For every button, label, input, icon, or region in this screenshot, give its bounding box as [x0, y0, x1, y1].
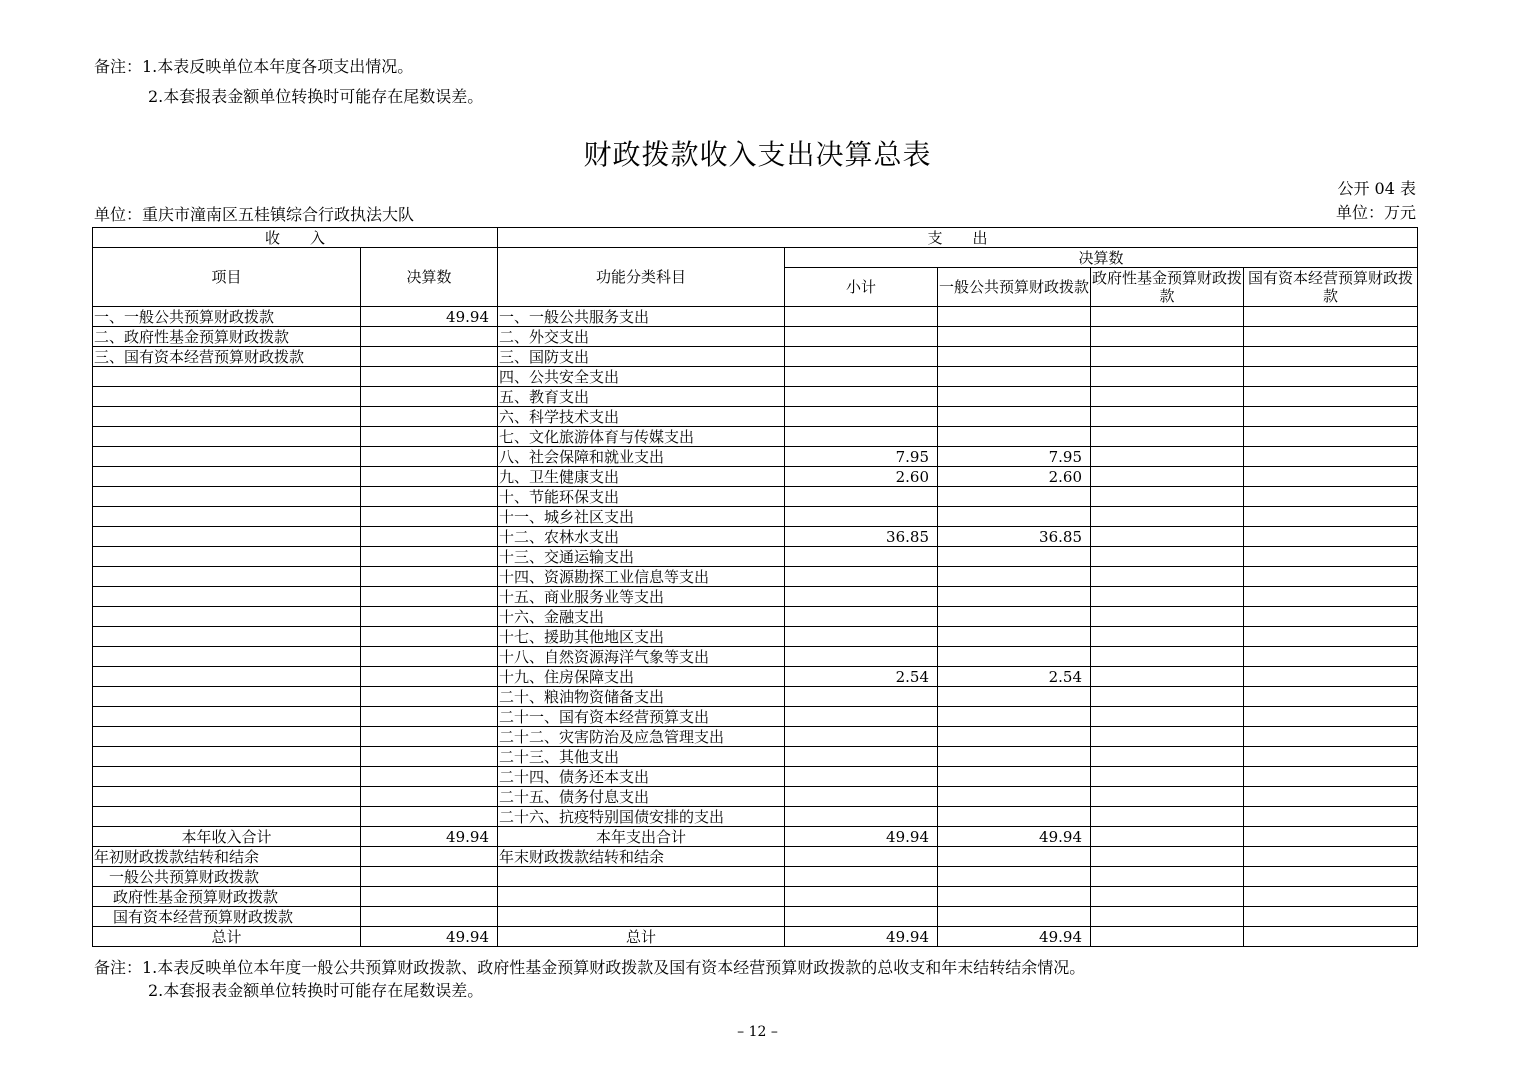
exp-capital	[1244, 307, 1418, 327]
table-row	[93, 527, 1418, 547]
income-amount	[361, 687, 498, 707]
exp-capital	[1244, 347, 1418, 367]
income-amount	[361, 487, 498, 507]
table-row	[93, 427, 1418, 447]
exp-general	[938, 507, 1091, 527]
exp-general	[938, 307, 1091, 327]
income-amount	[361, 607, 498, 627]
exp-capital	[1244, 367, 1418, 387]
exp-fund	[1091, 487, 1244, 507]
table-code: 公开 04 表	[1337, 179, 1416, 198]
year-exp-total-general: 49.94	[938, 827, 1091, 847]
exp-capital	[1244, 687, 1418, 707]
exp-fund	[1091, 787, 1244, 807]
grand-total-exp-general: 49.94	[938, 927, 1091, 947]
sub-general-c7	[1244, 867, 1418, 887]
exp-capital	[1244, 427, 1418, 447]
table-row	[93, 707, 1418, 727]
income-item	[93, 807, 361, 827]
page-title: 财政拨款收入支出决算总表	[583, 138, 932, 171]
income-amount	[361, 727, 498, 747]
exp-subtotal	[785, 547, 938, 567]
table-row	[93, 447, 1418, 467]
income-item: 三、国有资本经营预算财政拨款	[93, 347, 361, 367]
sub-fund-c4	[785, 887, 938, 907]
income-amount	[361, 667, 498, 687]
exp-fund	[1091, 807, 1244, 827]
exp-general: 36.85	[938, 527, 1091, 547]
income-item	[93, 747, 361, 767]
exp-capital	[1244, 587, 1418, 607]
income-amount	[361, 787, 498, 807]
exp-subtotal	[785, 307, 938, 327]
exp-fund	[1091, 727, 1244, 747]
exp-subtotal	[785, 787, 938, 807]
year-exp-total-capital	[1244, 827, 1418, 847]
income-item	[93, 787, 361, 807]
table-row	[93, 687, 1418, 707]
exp-fund	[1091, 607, 1244, 627]
exp-item: 二十六、抗疫特别国债安排的支出	[498, 807, 785, 827]
exp-general: 2.54	[938, 667, 1091, 687]
exp-general	[938, 747, 1091, 767]
income-amount	[361, 367, 498, 387]
income-item	[93, 607, 361, 627]
exp-subtotal	[785, 707, 938, 727]
exp-capital	[1244, 407, 1418, 427]
income-amount	[361, 447, 498, 467]
exp-general: 2.60	[938, 467, 1091, 487]
exp-capital	[1244, 787, 1418, 807]
sub-capital-c7	[1244, 907, 1418, 927]
exp-subtotal	[785, 767, 938, 787]
exp-subtotal	[785, 327, 938, 347]
income-item: 二、政府性基金预算财政拨款	[93, 327, 361, 347]
sub-fund-label: 政府性基金预算财政拨款	[93, 887, 361, 907]
exp-item: 十四、资源勘探工业信息等支出	[498, 567, 785, 587]
exp-general	[938, 687, 1091, 707]
sub-capital-c4	[785, 907, 938, 927]
year-exp-total-subtotal: 49.94	[785, 827, 938, 847]
sub-general-c6	[1091, 867, 1244, 887]
income-item	[93, 627, 361, 647]
table-row	[93, 347, 1418, 367]
grand-total-label-right: 总计	[498, 927, 785, 947]
income-amount	[361, 647, 498, 667]
top-note-line-1: 备注：1.本表反映单位本年度各项支出情况。	[94, 57, 414, 76]
income-amount	[361, 767, 498, 787]
table-row	[93, 787, 1418, 807]
exp-subtotal	[785, 407, 938, 427]
final-amount-header: 决算数	[785, 248, 1418, 268]
exp-capital	[1244, 467, 1418, 487]
sub-capital-c6	[1091, 907, 1244, 927]
table-row	[93, 367, 1418, 387]
income-item	[93, 687, 361, 707]
table-row	[93, 307, 1418, 327]
income-amount: 49.94	[361, 307, 498, 327]
item-header: 项目	[93, 248, 361, 307]
table-row	[93, 667, 1418, 687]
exp-general	[938, 767, 1091, 787]
exp-capital	[1244, 747, 1418, 767]
income-item	[93, 727, 361, 747]
state-capital-header: 国有资本经营预算财政拨款	[1244, 268, 1418, 307]
income-amount	[361, 547, 498, 567]
grand-total-exp-fund	[1091, 927, 1244, 947]
exp-item: 十二、农林水支出	[498, 527, 785, 547]
exp-subtotal	[785, 507, 938, 527]
table-row	[93, 767, 1418, 787]
expenditure-header: 支 出	[498, 228, 1418, 248]
exp-capital	[1244, 707, 1418, 727]
exp-subtotal	[785, 747, 938, 767]
income-amount	[361, 507, 498, 527]
end-balance-label: 年末财政拨款结转和结余	[498, 847, 785, 867]
exp-general	[938, 327, 1091, 347]
unit-name: 单位：重庆市潼南区五桂镇综合行政执法大队	[94, 205, 415, 224]
exp-subtotal	[785, 367, 938, 387]
exp-general	[938, 407, 1091, 427]
table-row	[93, 387, 1418, 407]
sub-general-blank	[498, 867, 785, 887]
exp-subtotal: 36.85	[785, 527, 938, 547]
income-amount	[361, 527, 498, 547]
exp-item: 二、外交支出	[498, 327, 785, 347]
income-item	[93, 527, 361, 547]
income-item	[93, 547, 361, 567]
exp-general	[938, 547, 1091, 567]
sub-general-c5	[938, 867, 1091, 887]
exp-item: 十三、交通运输支出	[498, 547, 785, 567]
bottom-note-line-1: 备注：1.本表反映单位本年度一般公共预算财政拨款、政府性基金预算财政拨款及国有资本经营预算财政拨款的总收支和年末结转结余情况。	[94, 958, 1086, 977]
exp-subtotal	[785, 427, 938, 447]
exp-general	[938, 647, 1091, 667]
exp-general	[938, 587, 1091, 607]
year-exp-total-label: 本年支出合计	[498, 827, 785, 847]
exp-item: 十六、金融支出	[498, 607, 785, 627]
sub-fund-amount	[361, 887, 498, 907]
exp-item: 二十二、灾害防治及应急管理支出	[498, 727, 785, 747]
exp-item: 八、社会保障和就业支出	[498, 447, 785, 467]
exp-fund	[1091, 587, 1244, 607]
income-item	[93, 567, 361, 587]
end-balance-fund	[1091, 847, 1244, 867]
table-row	[93, 487, 1418, 507]
exp-general	[938, 567, 1091, 587]
end-balance-subtotal	[785, 847, 938, 867]
exp-item: 四、公共安全支出	[498, 367, 785, 387]
begin-balance-amount	[361, 847, 498, 867]
exp-fund	[1091, 627, 1244, 647]
exp-capital	[1244, 507, 1418, 527]
exp-item: 十七、援助其他地区支出	[498, 627, 785, 647]
exp-subtotal	[785, 387, 938, 407]
sub-fund-blank	[498, 887, 785, 907]
income-amount	[361, 747, 498, 767]
exp-fund	[1091, 647, 1244, 667]
exp-fund	[1091, 367, 1244, 387]
table-row	[93, 407, 1418, 427]
income-item	[93, 707, 361, 727]
exp-item: 二十四、债务还本支出	[498, 767, 785, 787]
end-balance-general	[938, 847, 1091, 867]
exp-fund	[1091, 547, 1244, 567]
exp-capital	[1244, 487, 1418, 507]
income-amount	[361, 807, 498, 827]
exp-subtotal	[785, 627, 938, 647]
sub-general-c4	[785, 867, 938, 887]
exp-item: 六、科学技术支出	[498, 407, 785, 427]
exp-capital	[1244, 647, 1418, 667]
exp-fund	[1091, 567, 1244, 587]
table-row	[93, 647, 1418, 667]
sub-capital-blank	[498, 907, 785, 927]
exp-fund	[1091, 767, 1244, 787]
income-item	[93, 767, 361, 787]
exp-general	[938, 487, 1091, 507]
sub-capital-c5	[938, 907, 1091, 927]
table-row	[93, 587, 1418, 607]
exp-capital	[1244, 667, 1418, 687]
begin-balance-label: 年初财政拨款结转和结余	[93, 847, 361, 867]
exp-general	[938, 607, 1091, 627]
year-income-total-label: 本年收入合计	[93, 827, 361, 847]
unit-currency: 单位：万元	[1335, 203, 1416, 222]
income-item	[93, 447, 361, 467]
exp-fund	[1091, 687, 1244, 707]
exp-item: 一、一般公共服务支出	[498, 307, 785, 327]
sub-general-amount	[361, 867, 498, 887]
exp-capital	[1244, 447, 1418, 467]
exp-fund	[1091, 707, 1244, 727]
exp-item: 十九、住房保障支出	[498, 667, 785, 687]
exp-subtotal	[785, 607, 938, 627]
table-row	[93, 547, 1418, 567]
income-amount	[361, 467, 498, 487]
exp-capital	[1244, 567, 1418, 587]
bottom-note-line-2: 2.本套报表金额单位转换时可能存在尾数误差。	[148, 981, 484, 1000]
exp-general	[938, 707, 1091, 727]
exp-subtotal: 2.60	[785, 467, 938, 487]
exp-general: 7.95	[938, 447, 1091, 467]
income-item	[93, 387, 361, 407]
budget-table	[92, 227, 1418, 947]
year-income-total-amount: 49.94	[361, 827, 498, 847]
exp-general	[938, 807, 1091, 827]
grand-total-label-left: 总计	[93, 927, 361, 947]
income-item	[93, 487, 361, 507]
exp-item: 十五、商业服务业等支出	[498, 587, 785, 607]
income-item	[93, 587, 361, 607]
income-amount	[361, 387, 498, 407]
grand-total-income-amount: 49.94	[361, 927, 498, 947]
exp-fund	[1091, 527, 1244, 547]
exp-fund	[1091, 747, 1244, 767]
table-row	[93, 567, 1418, 587]
amount-header: 决算数	[361, 248, 498, 307]
income-item	[93, 367, 361, 387]
exp-subtotal	[785, 807, 938, 827]
sub-general-label: 一般公共预算财政拨款	[93, 867, 361, 887]
exp-general	[938, 347, 1091, 367]
exp-subtotal: 2.54	[785, 667, 938, 687]
income-item	[93, 407, 361, 427]
sub-capital-amount	[361, 907, 498, 927]
exp-capital	[1244, 767, 1418, 787]
exp-subtotal	[785, 727, 938, 747]
exp-fund	[1091, 467, 1244, 487]
exp-fund	[1091, 507, 1244, 527]
exp-general	[938, 367, 1091, 387]
income-amount	[361, 627, 498, 647]
grand-total-exp-subtotal: 49.94	[785, 927, 938, 947]
exp-capital	[1244, 527, 1418, 547]
exp-fund	[1091, 307, 1244, 327]
income-item	[93, 507, 361, 527]
exp-fund	[1091, 407, 1244, 427]
exp-fund	[1091, 667, 1244, 687]
exp-general	[938, 387, 1091, 407]
exp-general	[938, 787, 1091, 807]
exp-fund	[1091, 327, 1244, 347]
exp-item: 十、节能环保支出	[498, 487, 785, 507]
function-category-header: 功能分类科目	[498, 248, 785, 307]
exp-fund	[1091, 347, 1244, 367]
sub-fund-c5	[938, 887, 1091, 907]
top-note-line-2: 2.本套报表金额单位转换时可能存在尾数误差。	[148, 87, 484, 106]
general-budget-header: 一般公共预算财政拨款	[938, 268, 1091, 307]
exp-general	[938, 627, 1091, 647]
income-amount	[361, 567, 498, 587]
exp-fund	[1091, 447, 1244, 467]
exp-capital	[1244, 727, 1418, 747]
table-row	[93, 327, 1418, 347]
exp-capital	[1244, 547, 1418, 567]
grand-total-exp-capital	[1244, 927, 1418, 947]
income-amount	[361, 407, 498, 427]
table-row	[93, 467, 1418, 487]
exp-subtotal	[785, 567, 938, 587]
income-amount	[361, 707, 498, 727]
year-exp-total-fund	[1091, 827, 1244, 847]
table-row	[93, 807, 1418, 827]
exp-subtotal	[785, 687, 938, 707]
exp-item: 二十、粮油物资储备支出	[498, 687, 785, 707]
exp-item: 十一、城乡社区支出	[498, 507, 785, 527]
income-amount	[361, 347, 498, 367]
page-number: – 12 –	[737, 1024, 778, 1040]
exp-general	[938, 427, 1091, 447]
exp-capital	[1244, 327, 1418, 347]
exp-item: 二十三、其他支出	[498, 747, 785, 767]
income-item	[93, 647, 361, 667]
exp-fund	[1091, 427, 1244, 447]
end-balance-capital	[1244, 847, 1418, 867]
exp-item: 二十五、债务付息支出	[498, 787, 785, 807]
exp-item: 二十一、国有资本经营预算支出	[498, 707, 785, 727]
exp-capital	[1244, 387, 1418, 407]
table-row	[93, 607, 1418, 627]
exp-subtotal	[785, 587, 938, 607]
sub-capital-label: 国有资本经营预算财政拨款	[93, 907, 361, 927]
income-amount	[361, 327, 498, 347]
exp-item: 三、国防支出	[498, 347, 785, 367]
income-amount	[361, 427, 498, 447]
exp-subtotal: 7.95	[785, 447, 938, 467]
exp-subtotal	[785, 347, 938, 367]
exp-fund	[1091, 387, 1244, 407]
income-header: 收 入	[93, 228, 498, 248]
gov-fund-header: 政府性基金预算财政拨款	[1091, 269, 1242, 305]
exp-item: 七、文化旅游体育与传媒支出	[498, 427, 785, 447]
sub-fund-c6	[1091, 887, 1244, 907]
income-item	[93, 667, 361, 687]
table-row	[93, 627, 1418, 647]
exp-capital	[1244, 627, 1418, 647]
exp-subtotal	[785, 647, 938, 667]
income-item	[93, 427, 361, 447]
income-item	[93, 467, 361, 487]
subtotal-header: 小计	[785, 268, 938, 307]
exp-subtotal	[785, 487, 938, 507]
exp-capital	[1244, 807, 1418, 827]
table-row	[93, 747, 1418, 767]
income-amount	[361, 587, 498, 607]
sub-fund-c7	[1244, 887, 1418, 907]
exp-item: 十八、自然资源海洋气象等支出	[498, 647, 785, 667]
table-row	[93, 507, 1418, 527]
exp-item: 九、卫生健康支出	[498, 467, 785, 487]
exp-item: 五、教育支出	[498, 387, 785, 407]
exp-capital	[1244, 607, 1418, 627]
table-row	[93, 727, 1418, 747]
income-item: 一、一般公共预算财政拨款	[93, 307, 361, 327]
exp-general	[938, 727, 1091, 747]
